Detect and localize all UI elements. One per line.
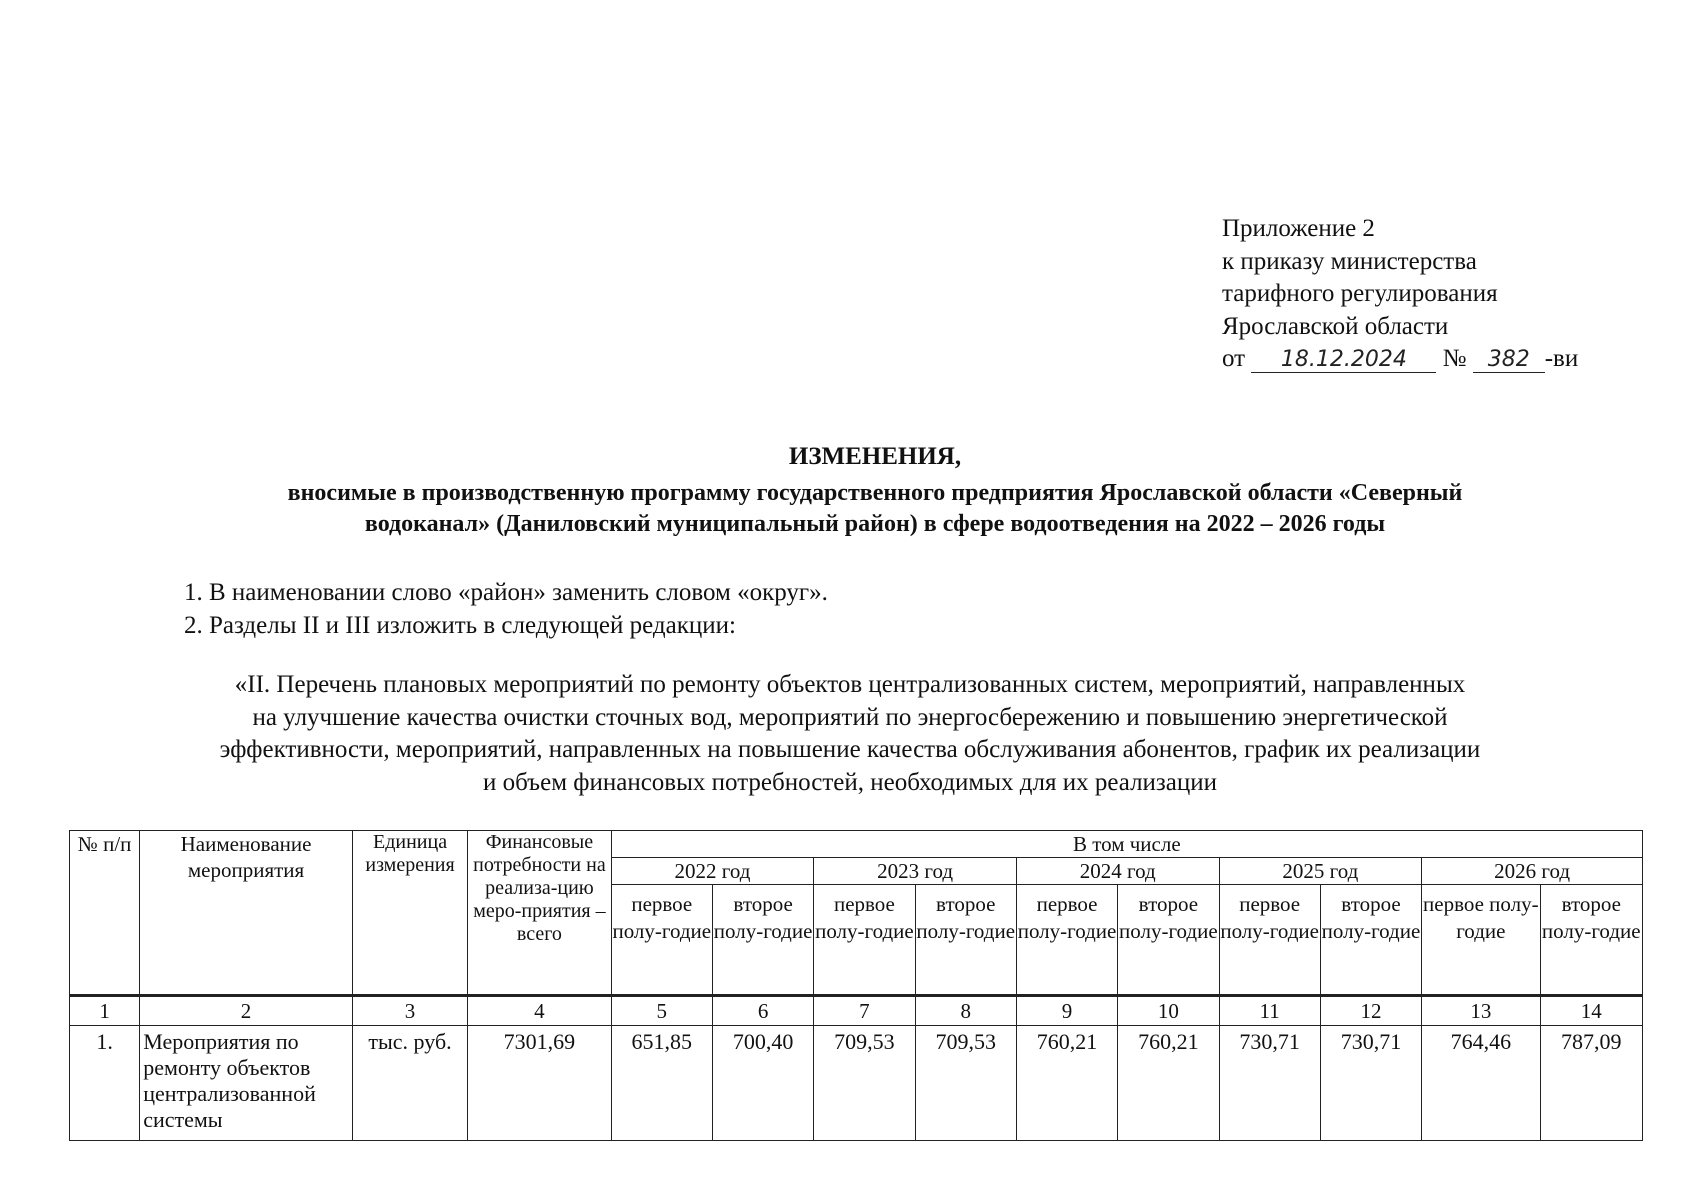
appendix-line-2: к приказу министерства <box>1222 247 1477 275</box>
header-half-first: первое полу-годие <box>814 885 915 996</box>
section-title-line-3: эффективности, мероприятий, направленных на повышение качества обслуживания абонентов, график их реализации <box>219 736 1481 763</box>
column-number: 6 <box>712 996 813 1026</box>
number-sign: № <box>1442 345 1467 372</box>
appendix-header <box>1222 213 1578 376</box>
header-year-2025: 2025 год <box>1219 858 1422 885</box>
column-number: 14 <box>1540 996 1643 1026</box>
row-value: 787,09 <box>1540 1026 1643 1141</box>
header-including: В том числе <box>611 831 1642 858</box>
section-title-line-2: на улучшение качества очистки сточных вод, мероприятий по энергосбережению и повышению энергетической <box>252 703 1448 731</box>
appendix-line-1: Приложение 2 <box>1222 215 1375 242</box>
change-item-1: 1. В наименовании слово «район» заменить словом «округ». <box>184 579 828 606</box>
header-finance: Финансовые потребности на реализа-цию меро-приятия – всего <box>468 831 611 996</box>
header-year-2024: 2024 год <box>1016 858 1219 885</box>
section-title-line-4: и объем финансовых потребностей, необходимых для их реализации <box>482 768 1218 796</box>
header-half-first: первое полу-годие <box>1219 885 1320 996</box>
column-number: 10 <box>1118 996 1219 1026</box>
column-number: 9 <box>1016 996 1117 1026</box>
document-subtitle <box>140 478 1610 540</box>
column-number: 4 <box>468 996 611 1026</box>
header-year-2023: 2023 год <box>814 858 1017 885</box>
column-number: 1 <box>70 996 140 1026</box>
column-number: 13 <box>1422 996 1540 1026</box>
subtitle-line-1: вносимые в производственную программу государственного предприятия Ярославской области «Северный <box>287 480 1463 506</box>
header-year-2026: 2026 год <box>1422 858 1643 885</box>
date-prefix: от <box>1222 345 1246 372</box>
column-number: 12 <box>1320 996 1421 1026</box>
header-half-first: первое полу-годие <box>611 885 712 996</box>
row-total: 7301,69 <box>468 1026 611 1141</box>
row-value: 730,71 <box>1320 1026 1421 1141</box>
row-unit: тыс. руб. <box>352 1026 467 1141</box>
header-half-first: первое полу-годие <box>1422 885 1540 996</box>
change-item-2: 2. Разделы II и III изложить в следующей редакции: <box>184 612 736 639</box>
row-value: 651,85 <box>611 1026 712 1141</box>
row-name: Мероприятия по ремонту объектов централизованной системы <box>140 1026 353 1141</box>
column-number: 3 <box>352 996 467 1026</box>
column-number-row <box>70 996 1643 1026</box>
header-half-second: второе полу-годие <box>1320 885 1421 996</box>
appendix-date-line <box>1222 343 1578 376</box>
header-year-2022: 2022 год <box>611 858 814 885</box>
column-number: 8 <box>915 996 1016 1026</box>
header-half-second: второе полу-годие <box>712 885 813 996</box>
number-suffix: -ви <box>1544 345 1579 372</box>
header-name: Наименование мероприятия <box>140 831 353 996</box>
subtitle-line-2: водоканал» (Даниловский муниципальный район) в сфере водоотведения на 2022 – 2026 годы <box>364 511 1386 537</box>
header-half-second: второе полу-годие <box>1540 885 1643 996</box>
header-half-first: первое полу-годие <box>1016 885 1117 996</box>
appendix-line-3: тарифного регулирования <box>1222 280 1498 307</box>
header-number: № п/п <box>70 831 140 996</box>
row-value: 764,46 <box>1422 1026 1540 1141</box>
column-number: 11 <box>1219 996 1320 1026</box>
section-title <box>110 669 1590 799</box>
header-half-second: второе полу-годие <box>915 885 1016 996</box>
row-value: 700,40 <box>712 1026 813 1141</box>
column-number: 5 <box>611 996 712 1026</box>
change-items <box>184 576 828 642</box>
measures-table <box>69 830 1643 1141</box>
handwritten-date: 18.12.2024 <box>1251 348 1436 373</box>
row-value: 709,53 <box>915 1026 1016 1141</box>
handwritten-number: 382 <box>1473 348 1545 373</box>
row-value: 760,21 <box>1016 1026 1117 1141</box>
row-value: 730,71 <box>1219 1026 1320 1141</box>
table-row <box>70 1026 1643 1141</box>
header-unit: Единица измерения <box>352 831 467 996</box>
appendix-line-4: Ярославской области <box>1222 312 1449 340</box>
row-value: 760,21 <box>1118 1026 1219 1141</box>
column-number: 7 <box>814 996 915 1026</box>
row-number: 1. <box>70 1026 140 1141</box>
column-number: 2 <box>140 996 353 1026</box>
document-title: ИЗМЕНЕНИЯ, <box>788 443 962 470</box>
row-value: 709,53 <box>814 1026 915 1141</box>
section-title-line-1: «II. Перечень плановых мероприятий по ремонту объектов централизованных систем, мероприятий, направленных <box>234 671 1466 698</box>
header-half-second: второе полу-годие <box>1118 885 1219 996</box>
